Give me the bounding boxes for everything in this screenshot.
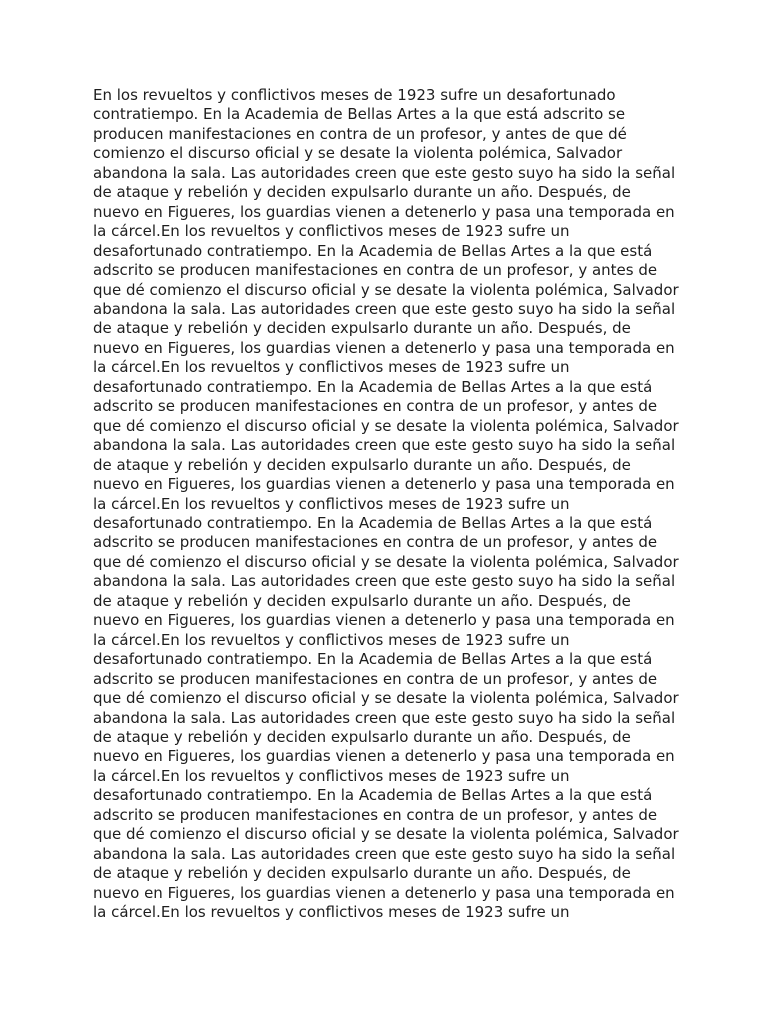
text-line: contratiempo. En la Academia de Bellas Artes a la que está adscrito se (93, 105, 626, 124)
text-line: de ataque y rebelión y deciden expulsarlo durante un año. Después, de (93, 591, 631, 610)
text-line: de ataque y rebelión y deciden expulsarlo durante un año. Después, de (93, 183, 631, 202)
text-line: la cárcel.En los revueltos y conflictivos meses de 1923 sufre un (93, 903, 570, 922)
body-text (93, 86, 693, 922)
text-line: de ataque y rebelión y deciden expulsarlo durante un año. Después, de (93, 864, 631, 883)
text-line: la cárcel.En los revueltos y conflictivos meses de 1923 sufre un (93, 222, 570, 241)
text-line: que dé comienzo el discurso oficial y se desate la violenta polémica, Salvador (93, 416, 679, 435)
text-line: nuevo en Figueres, los guardias vienen a detenerlo y pasa una temporada en (93, 475, 675, 494)
text-line: comienzo el discurso oficial y se desate la violenta polémica, Salvador (93, 144, 623, 163)
text-line: nuevo en Figueres, los guardias vienen a detenerlo y pasa una temporada en (93, 202, 675, 221)
text-line: adscrito se producen manifestaciones en contra de un profesor, y antes de (93, 533, 658, 552)
text-line: que dé comienzo el discurso oficial y se desate la violenta polémica, Salvador (93, 552, 679, 571)
text-line: abandona la sala. Las autoridades creen que este gesto suyo ha sido la señal (93, 299, 676, 318)
text-line: desafortunado contratiempo. En la Academia de Bellas Artes a la que está (93, 377, 653, 396)
text-line: de ataque y rebelión y deciden expulsarlo durante un año. Después, de (93, 727, 631, 746)
text-line: nuevo en Figueres, los guardias vienen a detenerlo y pasa una temporada en (93, 338, 675, 357)
text-line: desafortunado contratiempo. En la Academia de Bellas Artes a la que está (93, 513, 653, 532)
text-line: abandona la sala. Las autoridades creen que este gesto suyo ha sido la señal (93, 163, 676, 182)
text-line: En los revueltos y conflictivos meses de 1923 sufre un desafortunado (93, 86, 616, 104)
text-line: adscrito se producen manifestaciones en contra de un profesor, y antes de (93, 669, 658, 688)
text-line: que dé comienzo el discurso oficial y se desate la violenta polémica, Salvador (93, 280, 679, 299)
text-line: adscrito se producen manifestaciones en contra de un profesor, y antes de (93, 805, 658, 824)
text-line: que dé comienzo el discurso oficial y se desate la violenta polémica, Salvador (93, 825, 679, 844)
text-line: la cárcel.En los revueltos y conflictivos meses de 1923 sufre un (93, 630, 570, 649)
text-line: la cárcel.En los revueltos y conflictivos meses de 1923 sufre un (93, 494, 570, 513)
text-line: desafortunado contratiempo. En la Academia de Bellas Artes a la que está (93, 241, 653, 260)
text-line: nuevo en Figueres, los guardias vienen a detenerlo y pasa una temporada en (93, 883, 675, 902)
text-line: adscrito se producen manifestaciones en contra de un profesor, y antes de (93, 397, 658, 416)
text-line: adscrito se producen manifestaciones en contra de un profesor, y antes de (93, 261, 658, 280)
text-line: la cárcel.En los revueltos y conflictivos meses de 1923 sufre un (93, 358, 570, 377)
text-line: de ataque y rebelión y deciden expulsarlo durante un año. Después, de (93, 455, 631, 474)
text-line: de ataque y rebelión y deciden expulsarlo durante un año. Después, de (93, 319, 631, 338)
text-line: que dé comienzo el discurso oficial y se desate la violenta polémica, Salvador (93, 689, 679, 708)
text-line: abandona la sala. Las autoridades creen que este gesto suyo ha sido la señal (93, 844, 676, 863)
text-line: abandona la sala. Las autoridades creen que este gesto suyo ha sido la señal (93, 708, 676, 727)
text-line: producen manifestaciones en contra de un profesor, y antes de que dé (93, 124, 627, 143)
text-line: nuevo en Figueres, los guardias vienen a detenerlo y pasa una temporada en (93, 611, 675, 630)
text-line: desafortunado contratiempo. En la Academia de Bellas Artes a la que está (93, 786, 653, 805)
text-line: abandona la sala. Las autoridades creen que este gesto suyo ha sido la señal (93, 436, 676, 455)
text-line: la cárcel.En los revueltos y conflictivos meses de 1923 sufre un (93, 766, 570, 785)
text-line: desafortunado contratiempo. En la Academia de Bellas Artes a la que está (93, 650, 653, 669)
text-line: abandona la sala. Las autoridades creen que este gesto suyo ha sido la señal (93, 572, 676, 591)
text-line: nuevo en Figueres, los guardias vienen a detenerlo y pasa una temporada en (93, 747, 675, 766)
